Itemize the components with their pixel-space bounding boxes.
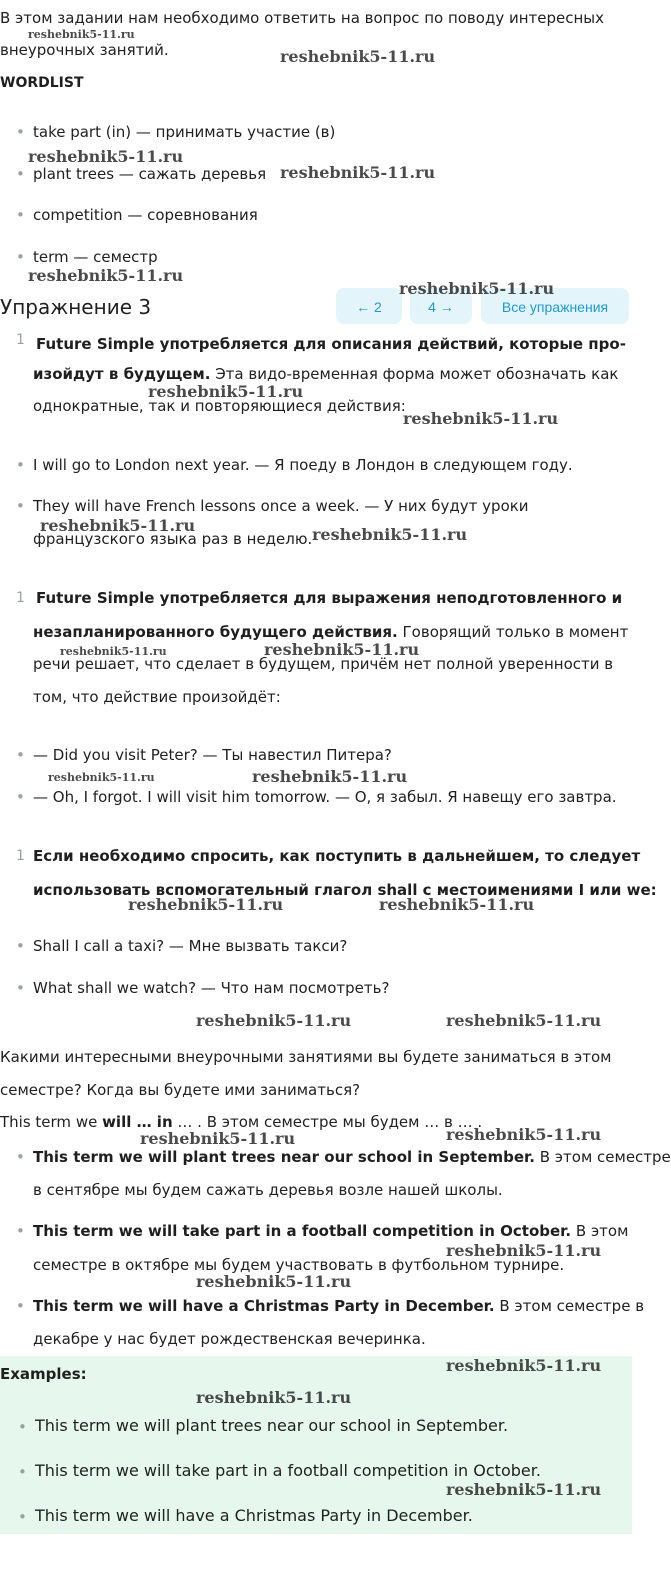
bullet-icon: •	[16, 746, 25, 764]
bullet-icon: •	[16, 165, 25, 183]
watermark: reshebnik5-11.ru	[252, 767, 408, 786]
watermark: reshebnik5-11.ru	[446, 1480, 602, 1499]
bullet-icon: •	[16, 206, 25, 224]
watermark: reshebnik5-11.ru	[399, 279, 555, 298]
rule-2-line-1: Future Simple употребляется для выражения неподготовленного и	[36, 589, 623, 607]
examples-title: Examples:	[0, 1365, 87, 1383]
rule-2-line-2	[33, 622, 628, 642]
watermark: reshebnik5-11.ru	[280, 163, 436, 182]
list-item: take part (in) — принимать участие (в)	[33, 123, 336, 141]
watermark: reshebnik5-11.ru	[196, 1272, 352, 1291]
watermark: reshebnik5-11.ru	[48, 771, 155, 784]
prev-exercise-button[interactable]: ← 2	[336, 288, 402, 324]
answer-3-line-1	[33, 1296, 644, 1316]
example-item: This term we will take part in a football competition in October.	[35, 1461, 541, 1480]
grammar-cut-line: Future Simple употребляется для описания действий, которые про-	[36, 335, 626, 353]
bullet-icon: •	[16, 248, 25, 266]
watermark: reshebnik5-11.ru	[128, 895, 284, 914]
rule-2-bold: незапланированного будущего действия.	[33, 623, 398, 641]
watermark: reshebnik5-11.ru	[140, 1129, 296, 1148]
watermark: reshebnik5-11.ru	[196, 1011, 352, 1030]
watermark: reshebnik5-11.ru	[196, 1388, 352, 1407]
watermark: reshebnik5-11.ru	[40, 516, 196, 535]
list-item: I will go to London next year. — Я поеду в Лондон в следующем году.	[33, 456, 573, 474]
answer-1-line-1	[33, 1147, 671, 1167]
watermark: reshebnik5-11.ru	[312, 525, 468, 544]
rule-number: 1	[16, 590, 25, 606]
watermark: reshebnik5-11.ru	[60, 645, 167, 658]
intro-line-2: внеурочных занятий.	[0, 41, 169, 59]
exercise-title: Упражнение 3	[0, 295, 152, 319]
watermark: reshebnik5-11.ru	[28, 147, 184, 166]
watermark: reshebnik5-11.ru	[28, 28, 135, 41]
watermark: reshebnik5-11.ru	[446, 1125, 602, 1144]
rule-number: 1	[16, 848, 25, 864]
wordlist-title: WORDLIST	[0, 75, 84, 91]
all-exercises-button[interactable]: Все упражнения	[481, 288, 629, 324]
next-exercise-button[interactable]: 4 →	[410, 288, 472, 324]
answer-3-rest: В этом семестре в	[494, 1297, 645, 1315]
bullet-icon: •	[16, 123, 25, 141]
watermark: reshebnik5-11.ru	[264, 640, 420, 659]
pattern-bold: will … in	[102, 1113, 173, 1131]
answer-2-rest: В этом	[571, 1222, 629, 1240]
list-item: competition — соревнования	[33, 206, 258, 224]
rule-number: 1	[16, 332, 25, 348]
list-item-continuation: французского языка раз в неделю.	[33, 530, 313, 548]
watermark: reshebnik5-11.ru	[148, 382, 304, 401]
watermark: reshebnik5-11.ru	[446, 1356, 602, 1375]
bullet-icon: •	[18, 1418, 27, 1436]
bullet-icon: •	[16, 456, 25, 474]
rule-3-line-2: использовать вспомогательный глагол shall с местоимениями I или we:	[33, 881, 657, 899]
question-line-1: Какими интересными внеурочными занятиями вы будете заниматься в этом	[0, 1048, 612, 1066]
bullet-icon: •	[18, 1508, 27, 1526]
bullet-icon: •	[16, 1222, 25, 1240]
bullet-icon: •	[16, 788, 25, 806]
example-item: This term we will plant trees near our school in September.	[35, 1416, 509, 1435]
watermark: reshebnik5-11.ru	[403, 409, 559, 428]
answer-3-bold: This term we will have a Christmas Party in December.	[33, 1297, 495, 1315]
answer-1-bold: This term we will plant trees near our school in September.	[33, 1148, 535, 1166]
watermark: reshebnik5-11.ru	[28, 266, 184, 285]
list-item: They will have French lessons once a week. — У них будут уроки	[33, 497, 529, 515]
bullet-icon: •	[16, 1148, 25, 1166]
list-item: term — семестр	[33, 248, 158, 266]
rule-1-line-1	[33, 364, 618, 384]
answer-2-line-1	[33, 1221, 628, 1241]
bullet-icon: •	[16, 937, 25, 955]
list-item: plant trees — сажать деревья	[33, 165, 267, 183]
list-item: Shall I call a taxi? — Мне вызвать такси?	[33, 937, 348, 955]
bullet-icon: •	[16, 1297, 25, 1315]
answer-2-bold: This term we will take part in a football competition in October.	[33, 1222, 572, 1240]
rule-1-line-2: однократные, так и повторяющиеся действия:	[33, 397, 406, 415]
answer-1-rest: В этом семестре	[534, 1148, 671, 1166]
watermark: reshebnik5-11.ru	[446, 1011, 602, 1030]
watermark: reshebnik5-11.ru	[446, 1241, 602, 1260]
example-item: This term we will have a Christmas Party in December.	[35, 1506, 473, 1525]
answer-1-line-2: в сентябре мы будем сажать деревья возле нашей школы.	[33, 1181, 503, 1199]
rule-1-bold: изойдут в будущем.	[33, 365, 211, 383]
rule-1-rest: Эта видо-временная форма может обозначать как	[210, 365, 619, 383]
rule-2-line-4: том, что действие произойдёт:	[33, 688, 281, 706]
rule-2-line-3: речи решает, что сделает в будущем, причём нет полной уверенности в	[33, 655, 614, 673]
list-item: What shall we watch? — Что нам посмотреть?	[33, 979, 390, 997]
answer-3-line-2: декабре у нас будет рождественская вечеринка.	[33, 1330, 426, 1348]
pattern-start: This term we	[0, 1113, 103, 1131]
bullet-icon: •	[18, 1463, 27, 1481]
watermark: reshebnik5-11.ru	[379, 895, 535, 914]
bullet-icon: •	[16, 979, 25, 997]
question-line-2: семестре? Когда вы будете ими заниматься?	[0, 1081, 361, 1099]
list-item: — Did you visit Peter? — Ты навестил Питера?	[33, 746, 392, 764]
answer-2-line-2: семестре в октябре мы будем участвовать в футбольном турнире.	[33, 1256, 565, 1274]
rule-3-line-1: Если необходимо спросить, как поступить в дальнейшем, то следует	[33, 847, 641, 865]
rule-2-rest: Говорящий только в момент	[397, 623, 629, 641]
grammar-cut-row	[0, 328, 632, 353]
intro-line-1: В этом задании нам необходимо ответить на вопрос по поводу интересных	[0, 9, 605, 27]
watermark: reshebnik5-11.ru	[280, 47, 436, 66]
pattern-end: … . В этом семестре мы будем … в … .	[172, 1113, 483, 1131]
bullet-icon: •	[16, 497, 25, 515]
list-item: — Oh, I forgot. I will visit him tomorrow. — О, я забыл. Я навещу его завтра.	[33, 788, 617, 806]
